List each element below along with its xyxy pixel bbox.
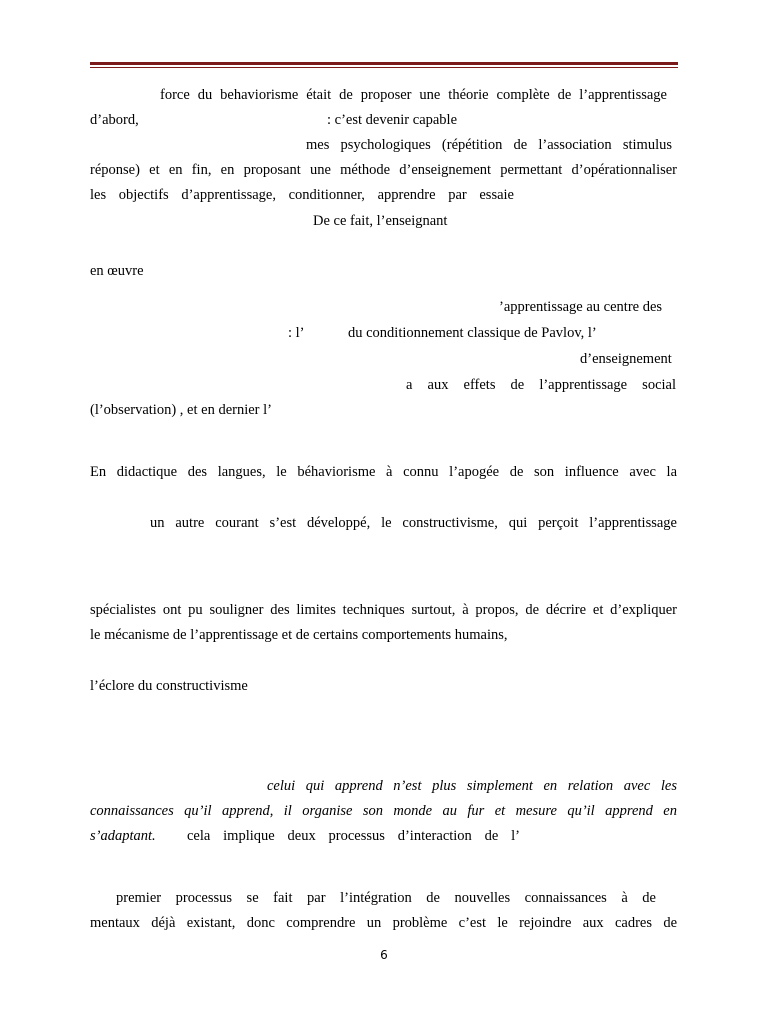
page-number: 6: [380, 948, 388, 962]
text-line: mentaux déjà existant, donc comprendre un problème c’est le rejoindre aux cadres de: [90, 915, 677, 931]
text-line: a aux effets de l’apprentissage social: [406, 377, 676, 393]
text-line: ’apprentissage au centre des: [499, 299, 663, 315]
text-line: l’éclore du constructivisme: [90, 678, 248, 694]
header-rule: [90, 62, 678, 65]
text-line: cela implique deux processus d’interaction de l’: [187, 828, 520, 844]
text-line: mes psychologiques (répétition de l’association stimulus: [306, 137, 672, 153]
text-line: force du behaviorisme était de proposer une théorie complète de l’apprentissage: [160, 87, 667, 103]
text-line: réponse) et en fin, en proposant une méthode d’enseignement permettant d’opérationnaliser: [90, 162, 677, 178]
text-line: En didactique des langues, le béhaviorisme à connu l’apogée de son influence avec la: [90, 464, 677, 480]
quote-line: celui qui apprend n’est plus simplement en relation avec les: [267, 778, 677, 794]
text-line: spécialistes ont pu souligner des limites techniques surtout, à propos, de décrire et d’expliquer: [90, 602, 677, 618]
text-line: le mécanisme de l’apprentissage et de certains comportements humains,: [90, 627, 508, 643]
text-line: d’enseignement: [580, 351, 672, 367]
text-line: du conditionnement classique de Pavlov, l’: [348, 325, 597, 341]
header-rule-thin: [90, 67, 678, 68]
text-line: les objectifs d’apprentissage, conditionner, apprendre par essaie: [90, 187, 514, 203]
text-line: De ce fait, l’enseignant: [313, 213, 448, 229]
text-line: : l’: [288, 325, 305, 341]
text-line: (l’observation) , et en dernier l’: [90, 402, 272, 418]
text-line: en œuvre: [90, 263, 144, 279]
text-line: un autre courant s’est développé, le constructivisme, qui perçoit l’apprentissage: [150, 515, 677, 531]
text-line: premier processus se fait par l’intégration de nouvelles connaissances à de: [116, 890, 656, 906]
text-line: d’abord,: [90, 112, 139, 128]
quote-line: connaissances qu’il apprend, il organise son monde au fur et mesure qu’il apprend en: [90, 803, 677, 819]
quote-line: s’adaptant.: [90, 828, 156, 844]
text-line: : c’est devenir capable: [327, 112, 458, 128]
